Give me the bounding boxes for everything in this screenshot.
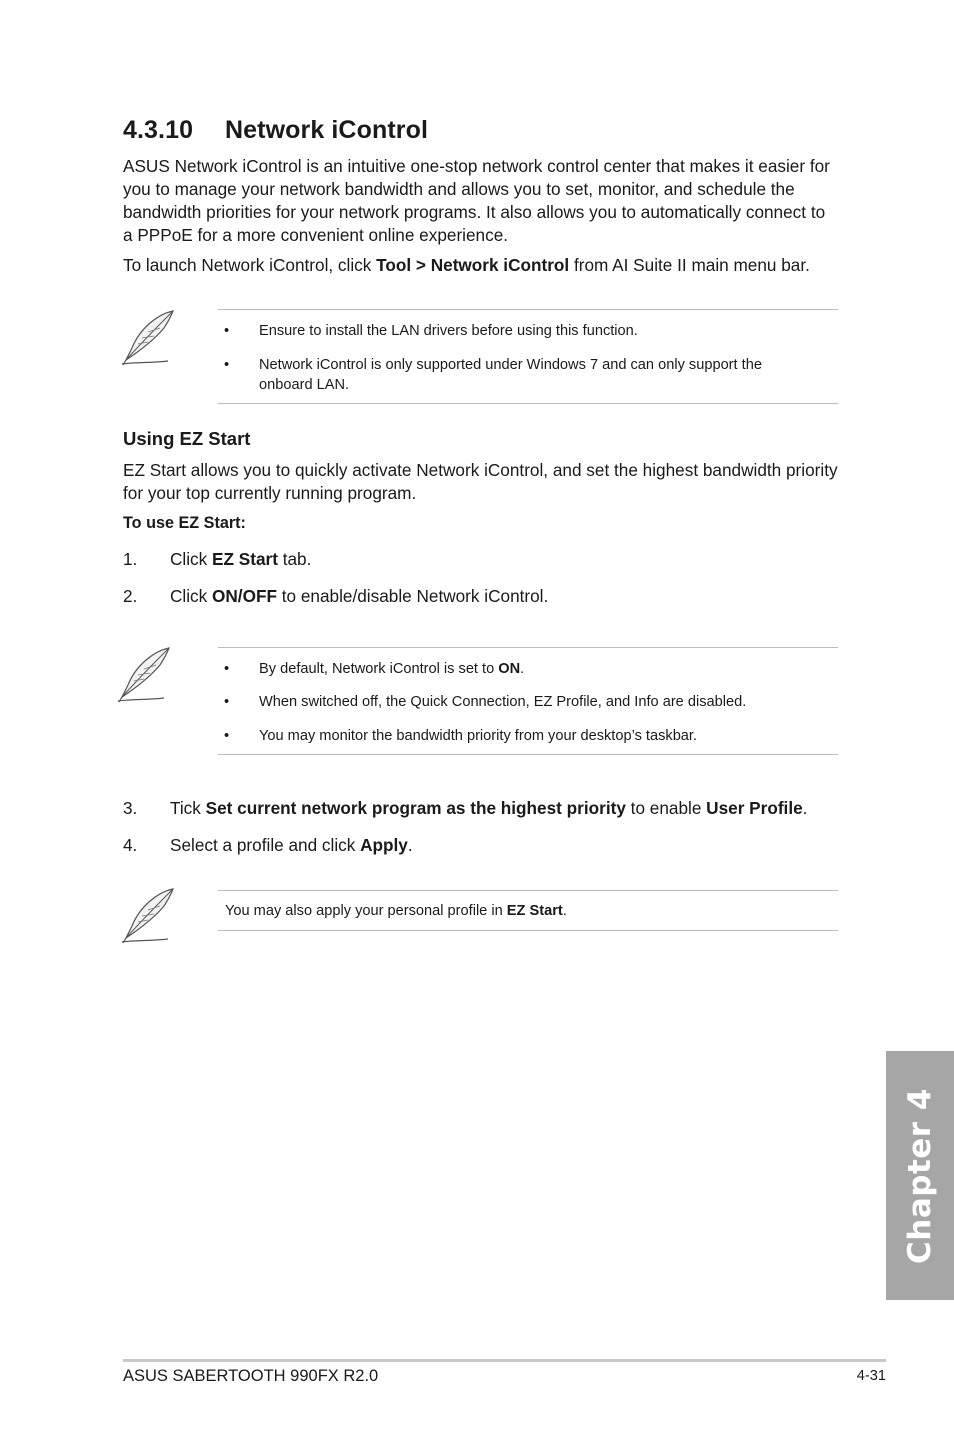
procedure-label: To use EZ Start:	[123, 514, 246, 532]
page-title	[123, 116, 428, 145]
feather-quill-icon	[114, 645, 176, 705]
menu-path: Tool > Network iControl	[376, 255, 570, 275]
launch-instructions: To launch Network iControl, click Tool > Network iControl from AI Suite II main menu bar.	[123, 255, 810, 275]
feather-quill-icon	[118, 308, 180, 368]
chapter-tab	[886, 1051, 954, 1300]
chapter-label: Chapter 4	[902, 1087, 938, 1264]
ez-start-paragraph: EZ Start allows you to quickly activate Network iControl, and set the highest bandwidth priority for your top currently running program.	[123, 460, 838, 503]
note-item: You may also apply your personal profile in EZ Start.	[225, 903, 567, 919]
section-title: Network iControl	[225, 116, 428, 144]
section-number: 4.3.10	[123, 116, 194, 144]
note-box: • By default, Network iControl is set to ON. • When switched off, the Quick Connection, EZ Profile, and Info are disabled. • You may monitor the bandwidth priority from your desktop’s taskbar.	[218, 647, 838, 755]
intro-paragraph: ASUS Network iControl is an intuitive one-stop network control center that makes it easier for you to manage your network bandwidth and allows you to set, monitor, and schedule the bandwidth priorities for your network programs. It also allows you to automatically connect to a PPPoE for a more convenient online experience.	[123, 156, 830, 245]
footer-page-number: 4-31	[856, 1368, 886, 1384]
note-box: • Ensure to install the LAN drivers before using this function. • Network iControl is only supported under Windows 7 and can only support the onboard LAN.	[218, 309, 838, 404]
footer-product-name: ASUS SABERTOOTH 990FX R2.0	[123, 1367, 379, 1385]
note-box	[218, 890, 838, 931]
footer-divider	[123, 1359, 886, 1362]
subheading: Using EZ Start	[123, 428, 251, 449]
feather-quill-icon	[118, 886, 180, 946]
